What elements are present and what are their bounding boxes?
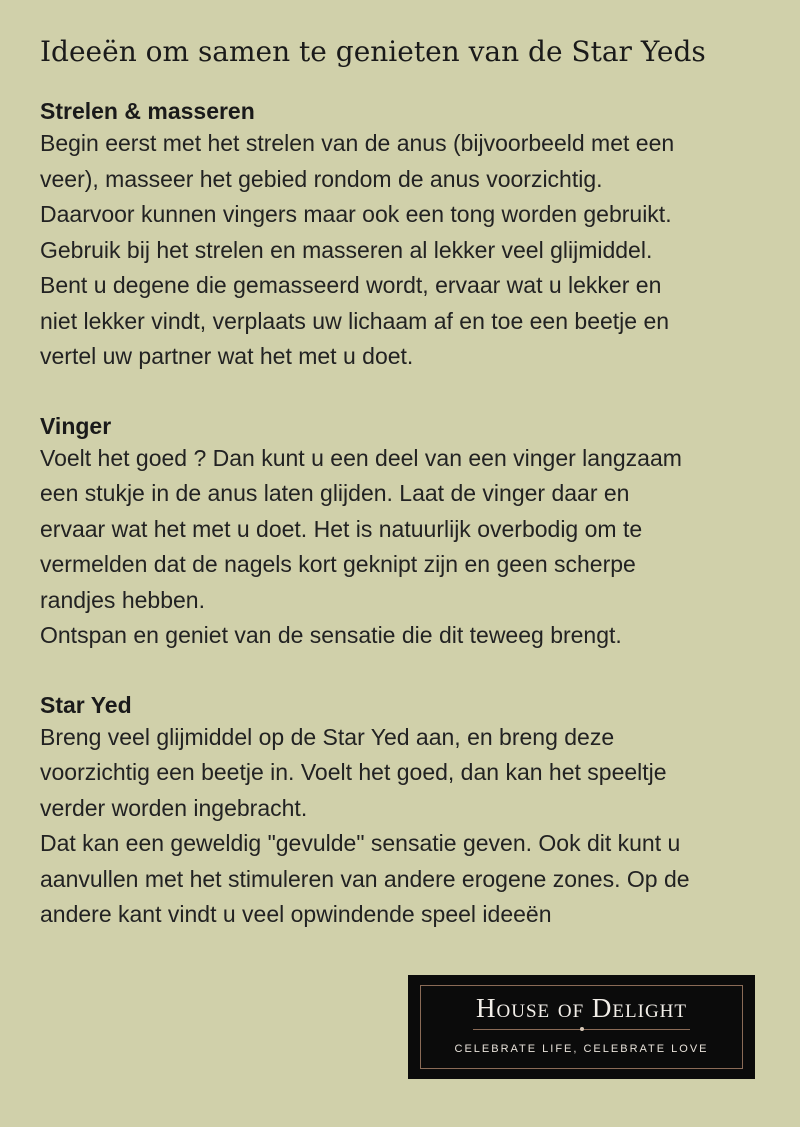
section-body: [40, 441, 770, 654]
section-body: [40, 720, 770, 933]
body-line: Dat kan een geweldig "gevulde" sensatie geven. Ook dit kunt u: [40, 830, 681, 856]
body-line: vertel uw partner wat het met u doet.: [40, 343, 414, 369]
body-line: niet lekker vindt, verplaats uw lichaam af en toe een beetje en: [40, 307, 670, 334]
body-line: een stukje in de anus laten glijden. Laat de vinger daar en: [40, 480, 630, 506]
body-line: vermelden dat de nagels kort geknipt zijn en geen scherpe: [40, 551, 636, 577]
body-line: Begin eerst met het strelen van de anus (bijvoorbeeld met een: [40, 130, 675, 156]
section-strelen-masseren: [40, 96, 770, 375]
body-line: veer), masseer het gebied rondom de anus voorzichtig.: [40, 165, 603, 192]
section-heading: Star Yed: [40, 691, 132, 718]
section-heading: Strelen & masseren: [40, 98, 255, 124]
section-body: [40, 126, 770, 375]
logo-tagline: CELEBRATE LIFE, CELEBRATE LOVE: [454, 1043, 709, 1055]
house-of-delight-logo: [408, 975, 755, 1079]
section-vinger: [40, 411, 770, 654]
body-line: voorzichtig een beetje in. Voelt het goed, dan kan het speeltje: [40, 759, 667, 785]
body-line: Voelt het goed ? Dan kunt u een deel van een vinger langzaam: [40, 444, 682, 471]
logo-dot-icon: [580, 1027, 584, 1031]
page-title: Ideeën om samen te genieten van de Star Yeds: [40, 35, 706, 68]
body-line: randjes hebben.: [40, 586, 205, 613]
body-line: Ontspan en geniet van de sensatie die dit teweeg brengt.: [40, 622, 622, 648]
document: [40, 30, 770, 969]
body-line: andere kant vindt u veel opwindende speel ideeën: [40, 901, 552, 927]
logo-name: House of Delight: [476, 993, 687, 1023]
section-star-yed: [40, 690, 770, 933]
body-line: Gebruik bij het strelen en masseren al lekker veel glijmiddel.: [40, 236, 653, 263]
body-line: verder worden ingebracht.: [40, 794, 308, 821]
body-line: Bent u degene die gemasseerd wordt, ervaar wat u lekker en: [40, 272, 662, 298]
section-heading: Vinger: [40, 412, 112, 439]
body-line: ervaar wat het met u doet. Het is natuurlijk overbodig om te: [40, 515, 643, 542]
body-line: aanvullen met het stimuleren van andere erogene zones. Op de: [40, 865, 690, 892]
body-line: Daarvoor kunnen vingers maar ook een tong worden gebruikt.: [40, 201, 672, 227]
body-line: Breng veel glijmiddel op de Star Yed aan, en breng deze: [40, 723, 615, 750]
